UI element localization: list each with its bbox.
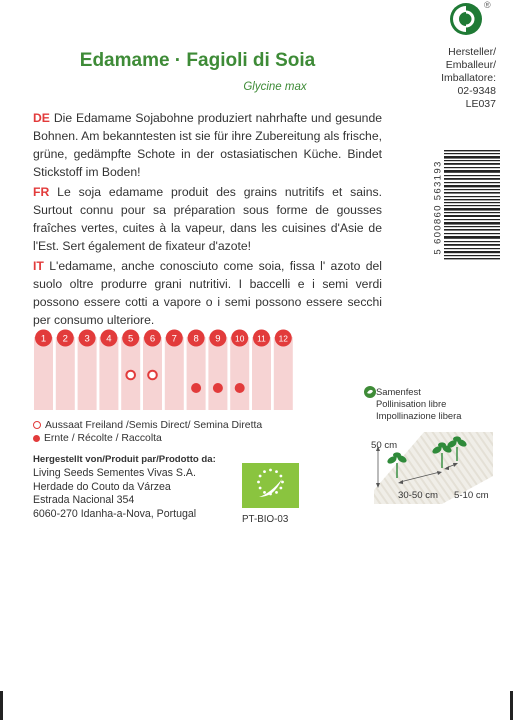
- seed-info-line: Impollinazione libera: [376, 410, 462, 421]
- green-dot-logo: [449, 2, 483, 36]
- harvest-marker: [191, 383, 201, 393]
- legend-harvest-label: Ernte / Récolte / Raccolta: [44, 433, 162, 444]
- description-text-fr: Le soja edamame produit des grains nutritifs et sains. Surtout connu pour sa préparation sous forme de gousses fraîches vertes, cuites à la vapeur, dans les cuisines d'Asie de l'Est. Sert également de fixateur d'azote!: [33, 185, 382, 253]
- month-number: 1: [40, 333, 47, 345]
- month-number: 7: [171, 333, 177, 345]
- eu-organic-logo: [242, 463, 299, 508]
- month-number: 12: [278, 333, 288, 344]
- sowing-circle-icon: [33, 421, 41, 429]
- month-number: 5: [128, 333, 134, 345]
- producer-label: Hergestellt von/Produit par/Prodotto da:: [33, 454, 216, 465]
- row-distance-label: 30-50 cm: [398, 490, 438, 501]
- seed-icon: [364, 386, 376, 398]
- lang-code-fr: FR: [33, 185, 50, 199]
- sowing-calendar: [33, 329, 295, 410]
- depth-label: 50 cm: [371, 440, 398, 451]
- month-number: 9: [215, 333, 221, 345]
- producer-line: 6060-270 Idanha-a-Nova, Portugal: [33, 508, 197, 521]
- manufacturer-line: 02-9348: [457, 85, 496, 97]
- month-column: [78, 337, 97, 410]
- harvest-marker: [213, 383, 223, 393]
- manufacturer-line: Emballeur/: [445, 59, 496, 71]
- edge-mark-left: [0, 691, 3, 720]
- lang-code-de: DE: [33, 111, 50, 125]
- month-column: [56, 337, 75, 410]
- month-number: 4: [106, 333, 112, 345]
- latin-name: Glycine max: [243, 81, 307, 93]
- barcode-number: 5 600860 563193: [432, 160, 444, 255]
- description-fr: [33, 183, 382, 255]
- seed-info-line: Pollinisation libre: [376, 398, 447, 409]
- producer-line: Estrada Nacional 354: [33, 494, 135, 507]
- product-title: Edamame · Fagioli di Soia: [79, 50, 316, 71]
- month-number: 10: [235, 333, 245, 344]
- month-number: 8: [193, 333, 199, 345]
- harvest-dot-icon: [33, 435, 40, 442]
- barcode: [442, 150, 500, 262]
- month-number: 11: [257, 333, 266, 344]
- producer-line: Herdade do Couto da Várzea: [33, 480, 171, 493]
- month-number: 3: [84, 333, 90, 345]
- month-column: [99, 337, 118, 410]
- harvest-marker: [235, 383, 245, 393]
- manufacturer-info: [418, 46, 496, 111]
- sowing-marker: [148, 371, 157, 380]
- legend-harvest: [33, 432, 162, 445]
- registered-mark-icon: ®: [484, 0, 491, 10]
- manufacturer-line: Imballatore:: [441, 72, 496, 84]
- month-column: [187, 337, 206, 410]
- month-column: [230, 337, 249, 410]
- lang-code-it: IT: [33, 259, 44, 273]
- producer-line: Living Seeds Sementes Vivas S.A.: [33, 466, 196, 479]
- month-column: [165, 337, 184, 410]
- description-it: [33, 257, 382, 329]
- month-number: 2: [62, 333, 68, 345]
- month-number: 6: [149, 333, 156, 345]
- barcode-digits: [433, 152, 443, 262]
- seed-info-line: Samenfest: [376, 386, 421, 397]
- manufacturer-line: Hersteller/: [448, 46, 496, 58]
- manufacturer-line: LE037: [465, 98, 496, 110]
- plant-distance-label: 5-10 cm: [454, 490, 489, 501]
- legend-sowing: [33, 419, 262, 432]
- month-column: [252, 337, 271, 410]
- producer-block: [33, 453, 216, 522]
- seed-info: [364, 386, 489, 422]
- organic-certification-code: PT-BIO-03: [242, 514, 289, 525]
- description-text-de: Die Edamame Sojabohne produziert nahrhafte und gesunde Bohnen. Am bekanntesten ist sie für ihre Zubereitung als frische, grüne, gedämpfte Schote in der ostasiatischen Küche. Bindet Stickstoff im Boden!: [33, 111, 382, 179]
- legend-sowing-label: Aussaat Freiland /Semis Direct/ Semina Diretta: [45, 420, 263, 431]
- description-de: [33, 109, 382, 181]
- month-column: [34, 337, 53, 410]
- month-column: [274, 337, 293, 410]
- month-column: [208, 337, 227, 410]
- description-text-it: L'edamame, anche conosciuto come soia, fissa l' azoto del suolo oltre produrre grani nutritivi. I baccelli e i semi verdi possono essere cotti a vapore o i semi possono essere secchi per consumo ulteriore.: [33, 259, 383, 327]
- sowing-marker: [126, 371, 135, 380]
